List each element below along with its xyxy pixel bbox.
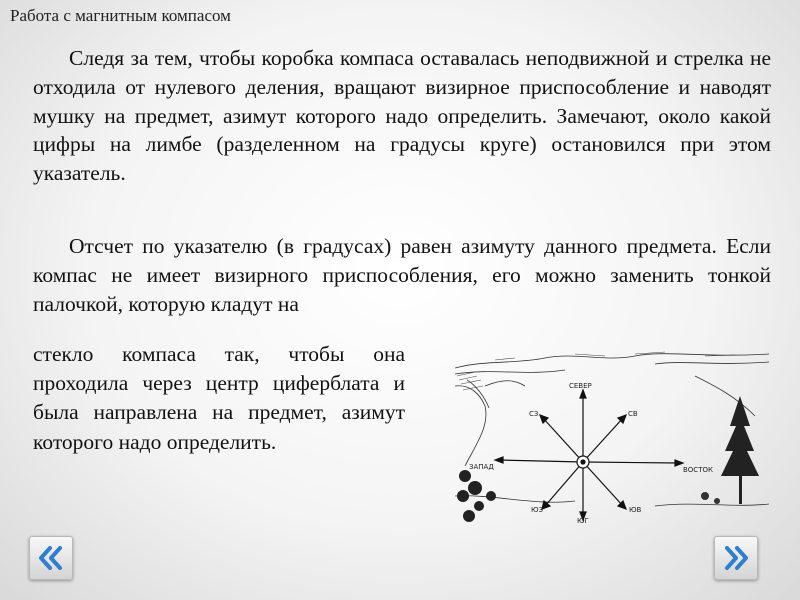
label-north: СЕВЕР	[569, 382, 592, 390]
slide-title: Работа с магнитным компасом	[10, 6, 231, 25]
label-south: ЮГ	[577, 517, 589, 524]
paragraph-1: Следя за тем, чтобы коробка компаса оставалась неподвижной и стрелка не отходила от нулевого деления, вращают визирное приспособление и наводят мушку на предмет, азимут которого надо определить. Замечают, около какой цифры на лимбе (разделенном на градусы круге) остановился при этом указатель.	[33, 46, 771, 186]
label-southwest: ЮЗ	[531, 506, 544, 514]
paragraph-3: стекло компаса так, чтобы она проходила через центр циферблата и была направлена на предмет, азимут которого надо определить.	[33, 342, 405, 454]
compass-directions-illustration	[455, 346, 769, 524]
double-chevron-left-icon	[36, 543, 66, 573]
paragraph-2: Отсчет по указателю (в градусах) равен азимуту данного предмета. Если компас не имеет визирного приспособления, его можно заменить тонкой палочкой, которую кладут на	[33, 234, 771, 316]
previous-slide-button[interactable]	[29, 536, 73, 580]
label-northeast: СВ	[628, 410, 638, 418]
double-chevron-right-icon	[721, 543, 751, 573]
label-southeast: ЮВ	[629, 506, 642, 514]
label-northwest: СЗ	[529, 410, 539, 418]
label-west: ЗАПАД	[469, 463, 494, 471]
label-east: ВОСТОК	[683, 466, 713, 474]
next-slide-button[interactable]	[714, 536, 758, 580]
